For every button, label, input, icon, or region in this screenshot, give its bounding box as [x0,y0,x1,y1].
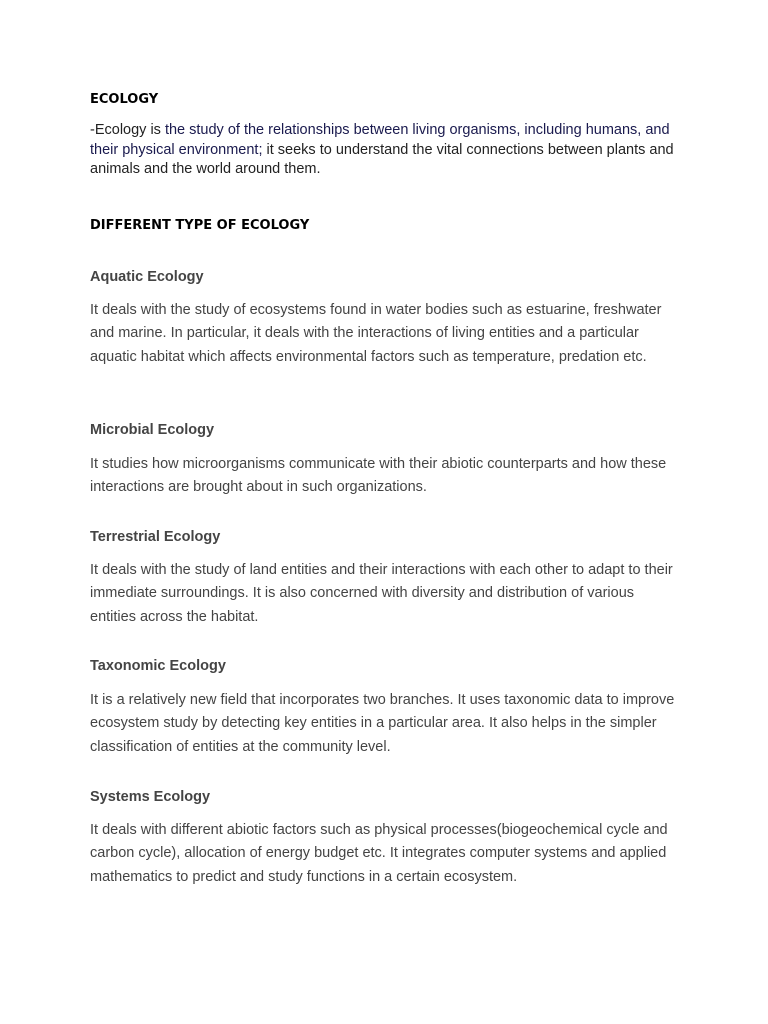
section-title-aquatic: Aquatic Ecology [90,269,204,285]
section-body-terrestrial: It deals with the study of land entities and their interactions with each other to adapt to their immediate surroundings. It is also concerned with diversity and distribution of various entities across the habitat. [90,562,673,625]
section-body-microbial: It studies how microorganisms communicate with their abiotic counterparts and how these interactions are brought about in such organizations. [90,456,667,496]
section-title-microbial: Microbial Ecology [90,422,215,438]
document-title: ECOLOGY [90,92,159,107]
intro-prefix: -Ecology is [90,122,165,138]
intro-definition: the study of the relationships between living organisms, including humans, and their physical environment; [90,122,670,158]
intro-paragraph [90,121,675,180]
section-body-systems: It deals with different abiotic factors such as physical processes(biogeochemical cycle and carbon cycle), allocation of energy budget etc. It integrates computer systems and applied mathematics to predict and study functions in a certain ecosystem. [90,822,668,885]
types-heading: DIFFERENT TYPE OF ECOLOGY [90,218,310,233]
section-body-taxonomic: It is a relatively new field that incorporates two branches. It uses taxonomic data to improve ecosystem study by detecting key entities in a particular area. It also helps in the simpler classification of entities at the community level. [90,692,675,755]
section-body-aquatic: It deals with the study of ecosystems found in water bodies such as estuarine, freshwater and marine. In particular, it deals with the interactions of living entities and a particular aquatic habitat which affects environmental factors such as temperature, predation etc. [90,302,662,365]
section-title-taxonomic: Taxonomic Ecology [90,658,226,674]
section-title-systems: Systems Ecology [90,789,211,805]
intro-suffix: it seeks to understand the vital connections between plants and animals and the world around them. [90,141,674,177]
section-title-terrestrial: Terrestrial Ecology [90,529,221,545]
